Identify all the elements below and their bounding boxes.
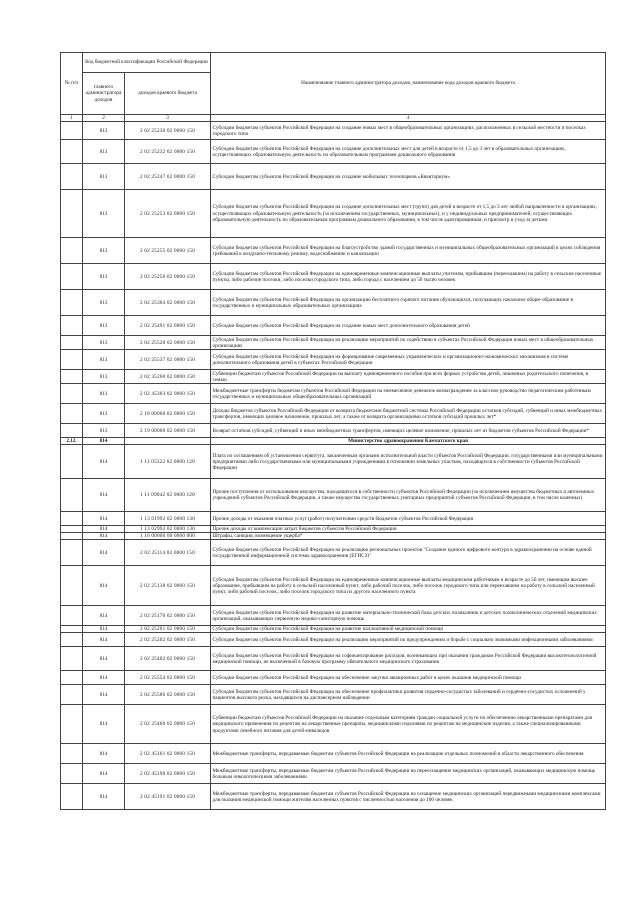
document-page — [60, 52, 605, 810]
income-code: 2 02 45303 02 0000 150 — [125, 384, 211, 404]
row-number — [61, 290, 83, 316]
row-number — [61, 744, 83, 764]
income-code: 2 02 25201 02 0000 150 — [125, 626, 211, 633]
row-number — [61, 606, 83, 626]
admin-code: 814 — [83, 479, 125, 512]
admin-code: 814 — [83, 438, 125, 445]
income-name: Субсидии бюджетам субъектов Российской Федерации на единовременные компенсационные выплаты медицинским работникам в возрасте до 50 лет, имеющим высшее образование, прибывшим на работу в сельский населенный пункт, либо рабочий поселок, либо поселок городского типа или переехавшим на работу в сельский населенный пункт, либо рабочий поселок, либо поселок городского типа из другого населенного пункта — [211, 566, 606, 606]
income-name: Субвенции бюджетам субъектов Российской Федерации на оказание отдельным категориям граждан социальной услуги по обеспечению лекарственными препаратами для медицинского применения по рецептам на лекарственные препараты, медицинскими изделиями по рецептам на медицинские изделия, а также специализированными продуктами лечебного питания для детей-инвалидов — [211, 705, 606, 744]
table-row — [61, 316, 606, 336]
admin-code: 813 — [83, 290, 125, 316]
admin-code: 813 — [83, 404, 125, 424]
header-admin-code: главного администратора доходов — [83, 73, 125, 115]
income-code: 2 02 25114 02 0000 150 — [125, 540, 211, 566]
income-name: Субвенции бюджетам субъектов Российской Федерации на выплату единовременного пособия при всех формах устройства детей, лишенных родительского попечения, в семью — [211, 370, 606, 384]
income-code: 2 02 45190 02 0000 150 — [125, 764, 211, 784]
income-code: 2 18 00000 02 0000 150 — [125, 404, 211, 424]
table-row — [61, 445, 606, 479]
income-name: Возврат остатков субсидий, субвенций и иных межбюджетных трансфертов, имеющих целевое назначение, прошлых лет из бюджетов субъектов Российской Федерации* — [211, 424, 606, 438]
table-row — [61, 264, 606, 290]
admin-code: 813 — [83, 190, 125, 238]
income-name: Субсидии бюджетам субъектов Российской Федерации на реализацию мероприятий по предупреждению и борьбе с социально значимыми инфекционными заболеваниями — [211, 633, 606, 647]
table-row — [61, 336, 606, 350]
income-name: Межбюджетные трансферты бюджетам субъектов Российской Федерации на ежемесячное денежное вознаграждение за классное руководство педагогическим работникам государственных и муниципальных общеобразовательных организаций — [211, 384, 606, 404]
income-name: Межбюджетные трансферты, передаваемые бюджетам субъектов Российской Федерации на оснащение медицинских организаций передвижными медицинскими комплексами для оказания медицинской помощи жителям населенных пунктов с численностью населения до 100 человек — [211, 784, 606, 810]
income-name: Субсидии бюджетам субъектов Российской Федерации на создание дополнительных мест для детей в возрасте от 1,5 до 3 лет в образовательных организациях, осуществляющих образовательную деятельность по образовательным программам дошкольного образования — [211, 140, 606, 164]
admin-code: 813 — [83, 122, 125, 140]
income-code: 2 02 25520 02 0000 150 — [125, 336, 211, 350]
income-code: 2 02 25491 02 0000 150 — [125, 316, 211, 336]
income-name: Межбюджетные трансферты, передаваемые бюджетам субъектов Российской Федерации на переоснащение медицинских организаций, оказывающих медицинскую помощь больным онкологическими заболеваниями — [211, 764, 606, 784]
row-number — [61, 479, 83, 512]
income-code: 2 02 25255 02 0000 150 — [125, 238, 211, 264]
income-name: Субсидии бюджетам субъектов Российской Федерации на создание дополнительных мест (групп) для детей в возрасте от 1,5 до 3 лет любой направленности в организациях, осуществляющих образовательную деятельность (за исключением государственных, муниципальных), и у индивидуальных предпринимателей, осуществляющих образовательную деятельность по образовательным программам дошкольного образования, в том числе адаптированным, и присмотр и уход за детьми — [211, 190, 606, 238]
income-name: Субсидии бюджетам субъектов Российской Федерации на формирование современных управленческих и организационно-экономических механизмов в системе дополнительного образования детей в субъектах Российской Федерации — [211, 350, 606, 370]
table-row — [61, 350, 606, 370]
admin-code: 813 — [83, 316, 125, 336]
income-code: 2 02 25247 02 0000 150 — [125, 164, 211, 190]
income-name: Субсидии бюджетам субъектов Российской Федерации на организацию бесплатного горячего питания обучающихся, получающих начальное общее образование в государственных и муниципальных образовательных организациях — [211, 290, 606, 316]
admin-code: 813 — [83, 336, 125, 350]
income-name: Субсидии бюджетам субъектов Российской Федерации на реализацию региональных проектов "Создание единого цифрового контура в здравоохранении на основе единой государственной информационной системы здравоохранения (ЕГИСЗ)" — [211, 540, 606, 566]
income-name: Субсидии бюджетам субъектов Российской Федерации на развитие материально-технической базы детских поликлиник и детских поликлинических отделений медицинских организаций, оказывающих первичную медико-санитарную помощь — [211, 606, 606, 626]
row-number — [61, 336, 83, 350]
header-code-group: Код бюджетной классификации Российской Федерации — [83, 53, 211, 73]
row-number — [61, 671, 83, 685]
income-code: 1 13 02992 02 0000 130 — [125, 526, 211, 533]
admin-code: 813 — [83, 384, 125, 404]
admin-code: 814 — [83, 626, 125, 633]
income-code: 1 16 00000 00 0000 000 — [125, 533, 211, 540]
row-number — [61, 190, 83, 238]
income-code: 2 02 25460 02 0000 150 — [125, 705, 211, 744]
admin-code: 814 — [83, 512, 125, 526]
income-code: 2 02 25586 02 0000 150 — [125, 685, 211, 705]
table-row — [61, 540, 606, 566]
row-number — [61, 238, 83, 264]
admin-code: 814 — [83, 705, 125, 744]
income-code: 2 02 25138 02 0000 150 — [125, 566, 211, 606]
row-number — [61, 316, 83, 336]
row-number — [61, 533, 83, 540]
income-name: Субсидии бюджетам субъектов Российской Федерации на обеспечение закупки авиационных работ в целях оказания медицинской помощи — [211, 671, 606, 685]
table-row — [61, 290, 606, 316]
admin-code: 813 — [83, 350, 125, 370]
income-name: Штрафы, санкции, возмещение ущерба* — [211, 533, 606, 540]
table-row — [61, 164, 606, 190]
table-row — [61, 384, 606, 404]
table-row — [61, 526, 606, 533]
row-number — [61, 633, 83, 647]
admin-code: 813 — [83, 238, 125, 264]
income-code: 2 02 25170 02 0000 150 — [125, 606, 211, 626]
income-code — [125, 438, 211, 445]
income-name: Прочие доходы от оказания платных услуг (работ) получателями средств бюджетов субъектов Российской Федерации — [211, 512, 606, 526]
row-number — [61, 566, 83, 606]
income-code: 2 02 25402 02 0000 150 — [125, 647, 211, 671]
admin-code: 814 — [83, 671, 125, 685]
table-row — [61, 566, 606, 606]
income-name: Субсидии бюджетам субъектов Российской Федерации на софинансирование расходов, возникающих при оказании гражданам Российской Федерации высокотехнологичной медицинской помощи, не включенной в базовую программу обязательного медицинского страхования — [211, 647, 606, 671]
table-row — [61, 606, 606, 626]
income-code: 1 11 05322 02 0000 120 — [125, 445, 211, 479]
column-number-2: 2 — [83, 115, 125, 122]
table-row — [61, 479, 606, 512]
income-code: 2 02 35260 02 0000 150 — [125, 370, 211, 384]
table-row — [61, 764, 606, 784]
income-name: Субсидии бюджетам субъектов Российской Федерации на создание новых мест дополнительного образования детей — [211, 316, 606, 336]
revenue-code-table — [60, 52, 606, 810]
income-code: 1 13 01992 02 0000 130 — [125, 512, 211, 526]
income-code: 2 02 45161 02 0000 150 — [125, 744, 211, 764]
row-number — [61, 540, 83, 566]
column-number-4: 4 — [211, 115, 606, 122]
admin-code: 814 — [83, 685, 125, 705]
row-number — [61, 164, 83, 190]
table-row — [61, 140, 606, 164]
admin-code: 813 — [83, 370, 125, 384]
row-number — [61, 764, 83, 784]
income-name: Субсидии бюджетам субъектов Российской Федерации на обеспечение профилактики развития сердечно-сосудистых заболеваний и сердечно-сосудистых осложнений у пациентов высокого риска, находящихся на диспансерном наблюдении — [211, 685, 606, 705]
admin-code: 813 — [83, 264, 125, 290]
income-name: Субсидии бюджетам субъектов Российской Федерации на единовременные компенсационные выплаты учителям, прибывшим (переехавшим) на работу в сельские населенные пункты, либо рабочие поселки, либо поселки городского типа, либо города с населением до 50 тысяч человек — [211, 264, 606, 290]
row-number — [61, 647, 83, 671]
income-name: Доходы бюджетов субъектов Российской Федерации от возврата бюджетами бюджетной системы Российской Федерации остатков субсидий, субвенций и иных межбюджетных трансфертов, имеющих целевое назначение, прошлых лет, а также от возврата организациями остатков субсидий прошлых лет* — [211, 404, 606, 424]
income-name: Прочие поступления от использования имущества, находящегося в собственности субъектов Российской Федерации (за исключением имущества бюджетных и автономных учреждений субъектов Российской Федерации, а также имущества государственных унитарных предприятий субъектов Российской Федерации, в том числе казенных) — [211, 479, 606, 512]
admin-code: 813 — [83, 424, 125, 438]
table-row — [61, 647, 606, 671]
income-code: 2 02 25537 02 0000 150 — [125, 350, 211, 370]
admin-code: 814 — [83, 764, 125, 784]
header-name: Наименование главного администратора доходов, наименование кода доходов краевого бюджета — [211, 53, 606, 115]
row-number — [61, 424, 83, 438]
table-row — [61, 671, 606, 685]
table-row — [61, 626, 606, 633]
admin-code: 814 — [83, 647, 125, 671]
row-number — [61, 512, 83, 526]
header-number: № п/п — [61, 53, 83, 115]
row-number — [61, 384, 83, 404]
column-number-3: 3 — [125, 115, 211, 122]
income-name: Плата по соглашениям об установлении сервитута, заключенным органами исполнительной власти субъектов Российской Федерации, государственными или муниципальными предприятиями либо государственными или муниципальными учреждениями в отношении земельных участков, находящихся в собственности субъектов Российской Федерации — [211, 445, 606, 479]
table-row — [61, 685, 606, 705]
income-name: Министерство здравоохранения Камчатского края — [211, 438, 606, 445]
admin-code: 814 — [83, 633, 125, 647]
admin-code: 814 — [83, 445, 125, 479]
admin-code: 814 — [83, 540, 125, 566]
admin-code: 814 — [83, 606, 125, 626]
table-row — [61, 533, 606, 540]
table-row — [61, 404, 606, 424]
admin-code: 814 — [83, 744, 125, 764]
row-number — [61, 140, 83, 164]
income-code: 1 11 09042 02 0000 120 — [125, 479, 211, 512]
admin-code: 814 — [83, 566, 125, 606]
table-row — [61, 238, 606, 264]
income-name: Субсидии бюджетам субъектов Российской Федерации на развитие паллиативной медицинской помощи — [211, 626, 606, 633]
income-code: 2 19 00000 02 0000 150 — [125, 424, 211, 438]
section-row — [61, 438, 606, 445]
admin-code: 814 — [83, 784, 125, 810]
table-row — [61, 633, 606, 647]
table-row — [61, 190, 606, 238]
table-row — [61, 705, 606, 744]
row-number — [61, 526, 83, 533]
table-row — [61, 784, 606, 810]
row-number — [61, 626, 83, 633]
header-income-code: доходов краевого бюджета — [125, 73, 211, 115]
income-code: 2 02 25304 02 0000 150 — [125, 290, 211, 316]
income-name: Субсидии бюджетам субъектов Российской Федерации на благоустройство зданий государственных и муниципальных общеобразовательных организаций в целях соблюдения требований к воздушно-тепловому режиму, водоснабжению и канализации — [211, 238, 606, 264]
income-name: Прочие доходы от компенсации затрат бюджетов субъектов Российской Федерации — [211, 526, 606, 533]
row-number: 2.12. — [61, 438, 83, 445]
income-code: 2 02 25230 02 0000 150 — [125, 122, 211, 140]
table-row — [61, 744, 606, 764]
table-row — [61, 512, 606, 526]
income-code: 2 02 25554 02 0000 150 — [125, 671, 211, 685]
admin-code: 813 — [83, 140, 125, 164]
row-number — [61, 122, 83, 140]
row-number — [61, 264, 83, 290]
income-code: 2 02 25253 02 0000 150 — [125, 190, 211, 238]
admin-code: 814 — [83, 526, 125, 533]
income-name: Субсидии бюджетам субъектов Российской Федерации на реализацию мероприятий по содействию в субъектах Российской Федерации новых мест в общеобразовательных организациях — [211, 336, 606, 350]
row-number — [61, 404, 83, 424]
admin-code: 814 — [83, 533, 125, 540]
table-row — [61, 122, 606, 140]
admin-code: 813 — [83, 164, 125, 190]
income-name: Субсидии бюджетам субъектов Российской Федерации на создание мобильных технопарков «Кванториум» — [211, 164, 606, 190]
income-code: 2 02 25202 02 0000 150 — [125, 633, 211, 647]
row-number — [61, 685, 83, 705]
income-name: Субсидии бюджетам субъектов Российской Федерации на создание новых мест в общеобразовательных организациях, расположенных в сельской местности и поселках городского типа — [211, 122, 606, 140]
column-number-1: 1 — [61, 115, 83, 122]
income-code: 2 02 25232 02 0000 150 — [125, 140, 211, 164]
table-row — [61, 370, 606, 384]
table-row — [61, 424, 606, 438]
row-number — [61, 705, 83, 744]
income-name: Межбюджетные трансферты, передаваемые бюджетам субъектов Российской Федерации на реализацию отдельных полномочий в области лекарственного обеспечения — [211, 744, 606, 764]
row-number — [61, 350, 83, 370]
income-code: 2 02 25256 02 0000 150 — [125, 264, 211, 290]
row-number — [61, 370, 83, 384]
row-number — [61, 445, 83, 479]
row-number — [61, 784, 83, 810]
income-code: 2 02 45191 02 0000 150 — [125, 784, 211, 810]
